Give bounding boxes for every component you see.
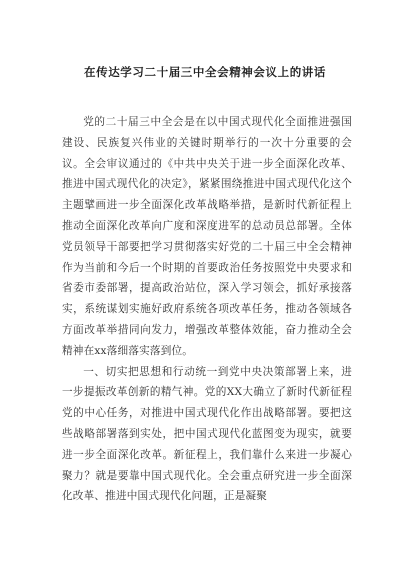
document-body	[62, 112, 352, 507]
document-title: 在传达学习二十届三中全会精神会议上的讲话	[84, 65, 326, 79]
body-paragraph: 党的二十届三中全会是在以中国式现代化全面推进强国建设、民族复兴伟业的关键时期举行的一次十分重要的会议。全会审议通过的《中共中央关于进一步全面深化改革、推进中国式现代化的决定》，紧紧围绕推进中国式现代化这个主题擘画进一步全面深化改革战略举措，是新时代新征程上推动全面深化改革向广度和深度进军的总动员总部署。全体党员领导干部要把学习贯彻落实好党的二十届三中全会精神作为当前和今后一个时期的首要政治任务按照党中央要求和省委市委部署，提高政治站位，深入学习领会，抓好承接落实，系统谋划实施好政府系统各项改革任务，推动各领域各方面改革举措同向发力，增强改革整体效能，奋力推动全会精神在xx落细落实落到位。	[62, 116, 352, 357]
body-paragraph: 一、切实把思想和行动统一到党中央决策部署上来，进一步提振改革创新的精气神。党的XX大确立了新时代新征程党的中心任务，对推进中国式现代化作出战略部署。要把这些战略部署落到实处，把中国式现代化蓝图变为现实，就要进一步全面深化改革。新征程上，我们靠什么来进一步凝心聚力？就是要靠中国式现代化。全会重点研究进一步全面深化改革、推进中国式现代化问题，正是凝聚	[62, 365, 352, 503]
